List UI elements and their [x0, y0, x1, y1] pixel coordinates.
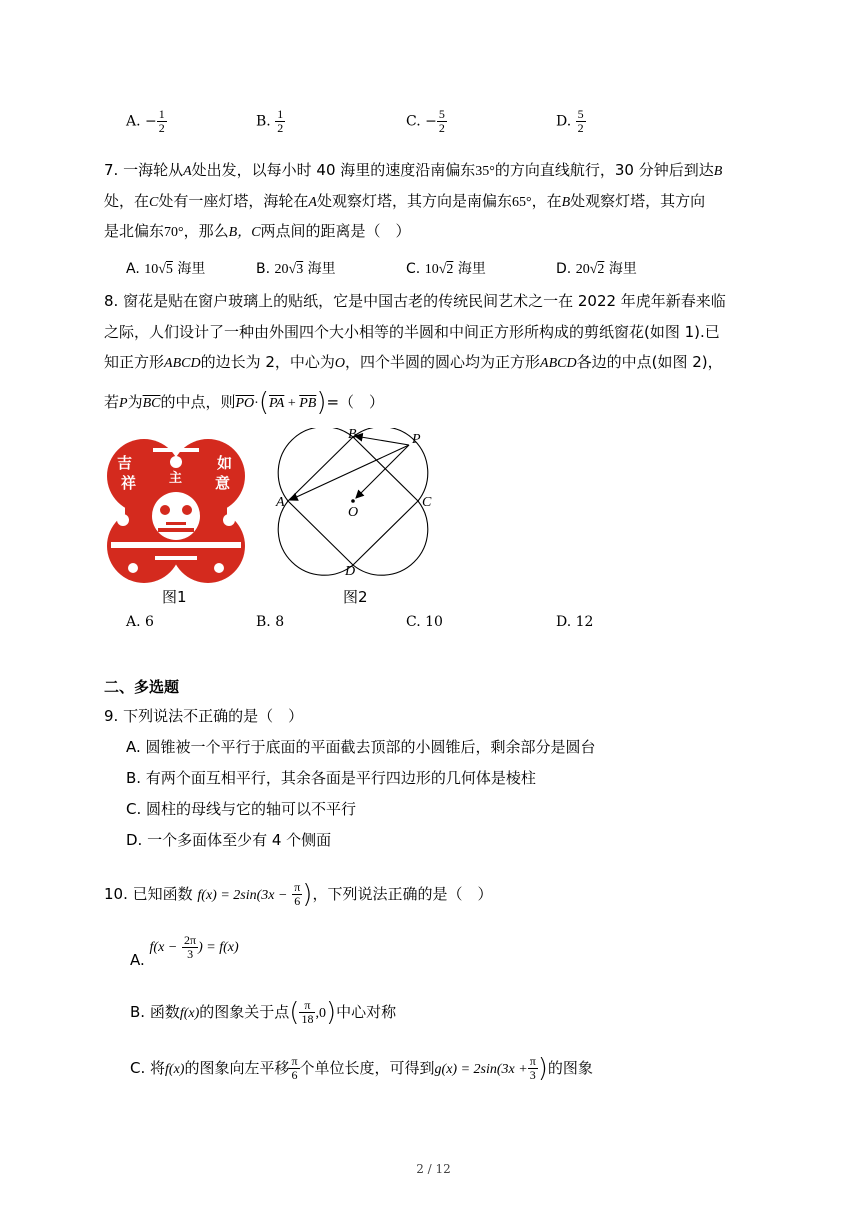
text: 处出发，以每小时 40 海里的速度沿南偏东	[191, 161, 476, 179]
plus-operator: +	[284, 396, 300, 411]
text: 个单位长度，可得到	[299, 1059, 435, 1077]
text: 处观察灯塔，其方向	[570, 192, 706, 210]
option-b	[256, 108, 285, 135]
figure-1-caption: 图1	[162, 588, 187, 606]
coefficient: 20	[274, 262, 289, 277]
q7-option-c	[406, 258, 486, 278]
text: 处观察灯塔，其方向是南偏东	[316, 192, 512, 210]
minus-sign: −	[425, 113, 437, 130]
q10-option-b	[130, 990, 396, 1036]
denominator: 2	[438, 121, 445, 135]
text: ，四个半圆的圆心均为正方形	[345, 353, 541, 371]
text: 的边长为 2，中心为	[200, 353, 335, 371]
q10-option-a	[130, 926, 239, 968]
text: 为	[127, 393, 143, 411]
numerator: 1	[277, 107, 284, 121]
coefficient: 10	[424, 262, 439, 277]
fraction	[299, 999, 315, 1026]
text: 10. 已知函数	[104, 885, 193, 903]
q8-option-b: B. 8	[256, 614, 285, 630]
char-xiang: 祥	[121, 474, 137, 492]
radicand: 2	[446, 262, 454, 277]
var-point: P	[119, 396, 128, 411]
paper-cut-figure	[103, 438, 249, 584]
q10-option-c	[130, 1046, 593, 1092]
text: 各边的中点(如图 2)，	[576, 353, 723, 371]
q8-line-2: 之际，人们设计了一种由外围四个大小相等的半圆和中间正方形所构成的剪纸窗花(如图 1).已	[104, 323, 720, 341]
left-paren: (	[289, 997, 300, 1028]
q9-option-d: D. 一个多面体至少有 4 个侧面	[126, 831, 332, 849]
function-f: f(x)	[179, 1006, 200, 1021]
label-d: D	[345, 564, 356, 579]
option-label: A.	[126, 261, 140, 277]
q8-line-1: 8. 窗花是贴在窗户玻璃上的贴纸，它是中国古老的传统民间艺术之一在 2022 年虎年新春来临	[104, 292, 726, 310]
option-d	[556, 108, 586, 135]
text: 的中点，则	[160, 393, 236, 411]
fraction	[292, 881, 302, 908]
unit: 海里	[608, 261, 637, 277]
angle: 70°	[164, 225, 184, 240]
text: 的图象关于点	[199, 1003, 290, 1021]
text: ，那么	[183, 222, 229, 240]
option-label: A.	[130, 951, 145, 969]
text: 的方向直线航行，30 分钟后到达	[494, 161, 714, 179]
sqrt-symbol: √	[158, 262, 166, 277]
numerator: 5	[577, 107, 584, 121]
option-label: A.	[126, 113, 141, 130]
fraction	[528, 1055, 538, 1082]
label-b: B	[348, 428, 357, 442]
vector-po-line	[356, 445, 409, 498]
q8-option-a: A. 6	[126, 614, 154, 630]
denominator: 6	[291, 1068, 298, 1082]
numerator: π	[291, 1054, 298, 1068]
angle: 65°	[511, 195, 532, 210]
semicircle-da	[278, 501, 353, 575]
label-a: A	[276, 495, 285, 510]
dot-operator: ·	[254, 396, 259, 411]
option-c	[406, 108, 447, 135]
unit: 海里	[307, 261, 336, 277]
option-label: B.	[256, 113, 271, 130]
unit: 海里	[457, 261, 486, 277]
q9-option-b: B. 有两个面互相平行，其余各面是平行四边形的几何体是棱柱	[126, 769, 536, 787]
text: =（ ）	[326, 393, 385, 411]
text: 是北偏东	[104, 222, 165, 240]
text: 知正方形	[104, 353, 165, 371]
text: 7. 一海轮从	[104, 161, 184, 179]
q9-option-c: C. 圆柱的母线与它的轴可以不平行	[126, 800, 357, 818]
q7-line-3	[104, 221, 411, 243]
char-ji: 吉	[117, 454, 133, 472]
q7-option-b	[256, 258, 336, 278]
q9-stem: 9. 下列说法不正确的是（ ）	[104, 707, 304, 725]
vector-pb-line	[355, 436, 409, 445]
q10-stem	[104, 872, 492, 918]
geometry-figure	[270, 428, 440, 588]
radicand: 2	[597, 262, 605, 277]
denominator: 3	[187, 946, 194, 961]
expr-left: f(x −	[149, 940, 178, 955]
char-zhu: 主	[169, 471, 183, 486]
var-b: B	[713, 164, 723, 179]
q8-option-d: D. 12	[556, 614, 594, 630]
semicircle-ab	[278, 428, 353, 501]
vector-pa-line	[290, 445, 409, 500]
semicircle-cd	[353, 501, 428, 575]
text: 两点间的距离是（ ）	[260, 222, 411, 240]
char-yi: 意	[215, 474, 231, 492]
right-paren: )	[316, 387, 327, 418]
option-label: D.	[556, 261, 572, 277]
vector-po: $\overline{PO}$	[235, 396, 255, 411]
var-center: O	[334, 356, 346, 371]
radicand: 3	[296, 262, 304, 277]
denominator: 2	[577, 121, 584, 135]
text: 的图象向左平移	[184, 1059, 290, 1077]
minus-sign: −	[145, 113, 157, 130]
text: C. 将	[130, 1059, 166, 1077]
right-paren: )	[302, 879, 313, 910]
vector-pa: $\overline{PA}$	[269, 396, 285, 411]
denominator: 2	[158, 121, 165, 135]
fraction	[182, 934, 198, 961]
figure-2-caption: 图2	[343, 588, 368, 606]
vector-pb: $\overline{PB}$	[299, 396, 317, 411]
denominator: 6	[294, 894, 301, 908]
function-g: g(x) = 2sin(3x +	[434, 1062, 528, 1077]
var-c: C	[149, 195, 159, 210]
q9-option-a: A. 圆锥被一个平行于底面的平面截去顶部的小圆锥后，剩余部分是圆台	[126, 738, 596, 756]
var-a: A	[183, 164, 192, 179]
fraction	[275, 108, 285, 135]
coordinate: ,0	[315, 1006, 326, 1021]
q8-line-4	[104, 387, 385, 418]
numerator: π	[529, 1054, 536, 1068]
q7-option-d	[556, 258, 637, 278]
q8-option-c: C. 10	[406, 614, 443, 630]
sqrt-symbol: √	[589, 262, 598, 277]
left-paren: (	[258, 387, 269, 418]
text: 处，在	[104, 192, 150, 210]
function-f: f(x)	[165, 1062, 185, 1077]
q7-line-1	[104, 160, 722, 182]
sqrt-symbol: √	[288, 262, 297, 277]
text: ，在	[531, 192, 562, 210]
center-point	[351, 499, 355, 503]
coefficient: 20	[575, 262, 590, 277]
radicand: 5	[165, 262, 173, 277]
expr-right: ) = f(x)	[198, 940, 239, 955]
text: ，下列说法正确的是（ ）	[312, 885, 493, 903]
text: 中心对称	[336, 1003, 397, 1021]
right-paren: )	[537, 1053, 548, 1084]
numerator: 1	[158, 107, 165, 121]
var-bc: B，C	[228, 225, 261, 240]
section-title: 二、多选题	[104, 678, 180, 696]
q7-option-a	[126, 258, 205, 278]
label-c: C	[422, 495, 432, 510]
q7-line-2	[104, 191, 705, 213]
arc-bc: $\overline{BC}$	[142, 396, 161, 411]
fraction	[576, 108, 586, 135]
coefficient: 10	[144, 262, 159, 277]
label-p: P	[412, 432, 421, 447]
denominator: 18	[301, 1012, 314, 1026]
var-square: ABCD	[164, 356, 201, 371]
numerator: π	[294, 880, 301, 894]
label-o: O	[348, 505, 359, 520]
function-expr: f(x) = 2sin(3x −	[197, 888, 288, 903]
numerator: π	[299, 999, 315, 1013]
option-label: D.	[556, 113, 572, 130]
numerator: 2π	[184, 932, 197, 947]
var-b: B	[561, 195, 571, 210]
numerator: 5	[438, 107, 445, 121]
fraction	[437, 108, 447, 135]
page-number: 2 / 12	[416, 1162, 451, 1176]
right-paren: )	[325, 997, 337, 1028]
option-label: C.	[406, 113, 421, 130]
fraction	[289, 1055, 299, 1082]
var-a: A	[308, 195, 317, 210]
option-label: C.	[406, 261, 421, 277]
unit: 海里	[177, 261, 206, 277]
option-a	[126, 108, 167, 135]
option-label: B.	[256, 261, 271, 277]
text: 处有一座灯塔，海轮在	[158, 192, 309, 210]
text: 的图象	[547, 1059, 593, 1077]
angle: 35°	[475, 164, 495, 179]
text: B. 函数	[130, 1003, 180, 1021]
q8-line-3	[104, 352, 723, 374]
fraction	[157, 108, 167, 135]
text: 若	[104, 393, 120, 411]
char-ru: 如	[217, 454, 233, 472]
denominator: 2	[277, 121, 284, 135]
var-square: ABCD	[540, 356, 577, 371]
denominator: 3	[529, 1068, 536, 1082]
sqrt-symbol: √	[438, 262, 447, 277]
